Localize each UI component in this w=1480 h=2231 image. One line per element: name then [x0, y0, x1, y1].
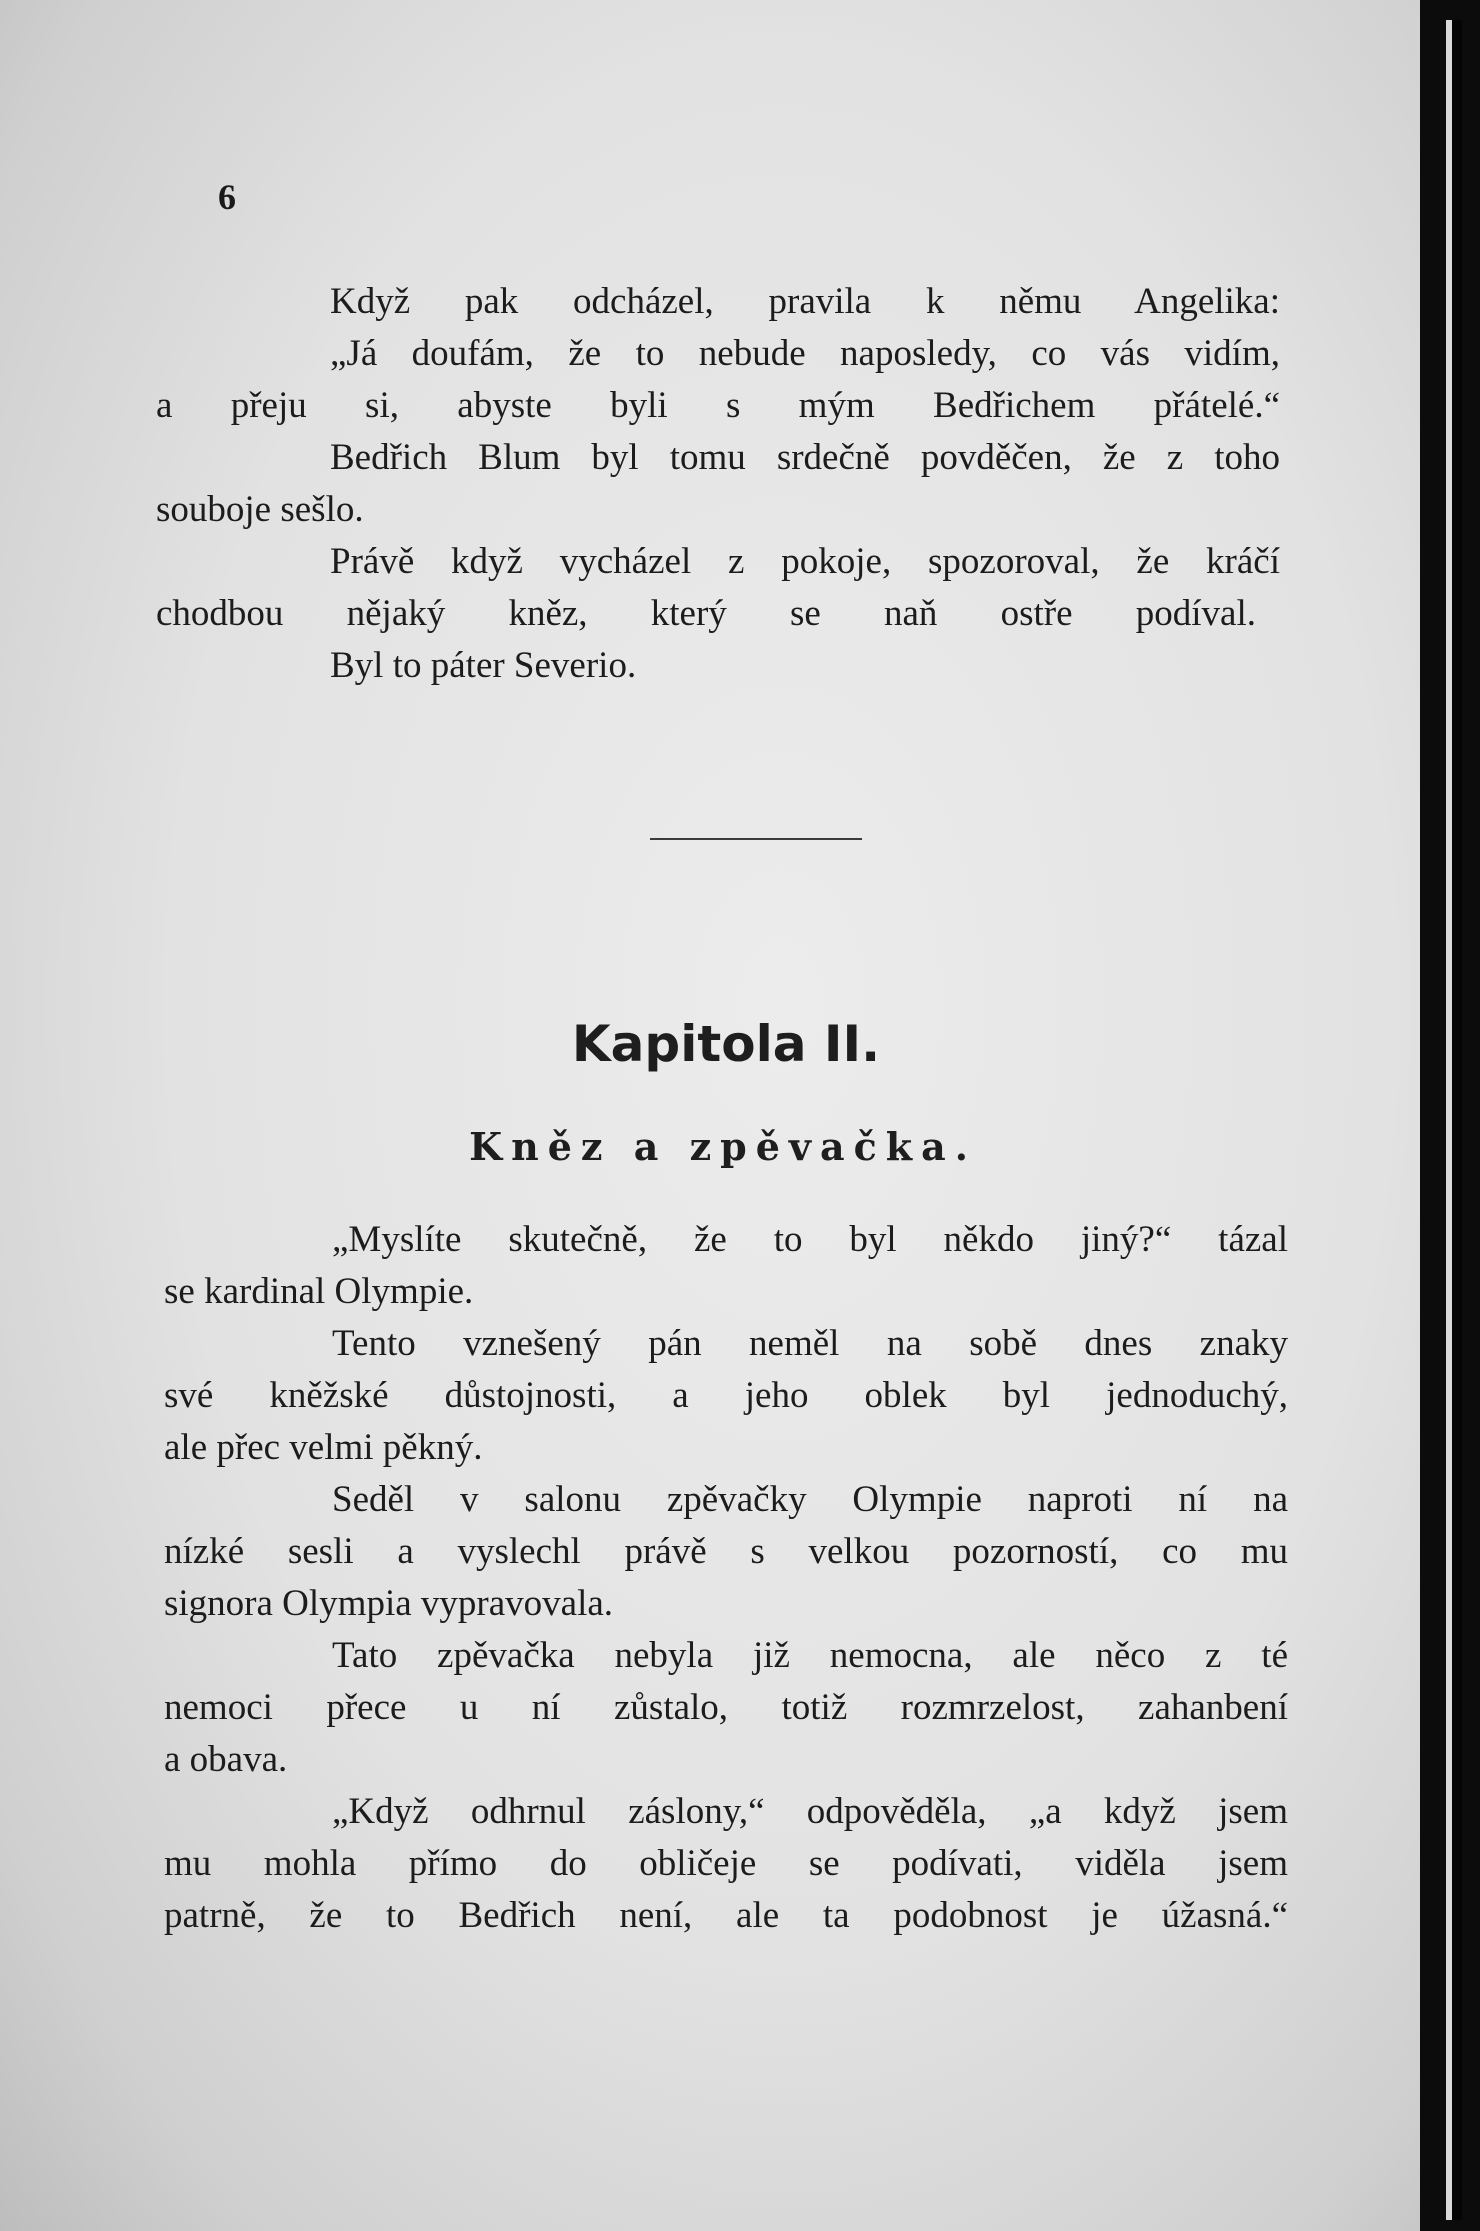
text-line: Bedřich Blum byl tomu srdečně povděčen, že z toho: [330, 437, 1280, 478]
page-edge-shadow: [1420, 0, 1480, 2231]
chapter-heading: Kapitola II.: [571, 1015, 881, 1073]
text-line: souboje sešlo.: [156, 489, 364, 530]
text-line: a přeju si, abyste byli s mým Bedřichem přátelé.“: [156, 385, 1280, 426]
text-line: Tato zpěvačka nebyla již nemocna, ale něco z té: [332, 1635, 1288, 1676]
text-line: „Myslíte skutečně, že to byl někdo jiný?“ tázal: [332, 1219, 1288, 1260]
text-line: Právě když vycházel z pokoje, spozoroval, že kráčí: [330, 541, 1280, 582]
text-line: mu mohla přímo do obličeje se podívati, viděla jsem: [164, 1843, 1288, 1884]
section-divider: [650, 838, 862, 840]
text-line: své kněžské důstojnosti, a jeho oblek byl jednoduchý,: [164, 1375, 1288, 1416]
text-line: nízké sesli a vyslechl právě s velkou pozorností, co mu: [164, 1531, 1288, 1572]
text-line: „Já doufám, že to nebude naposledy, co vás vidím,: [330, 333, 1280, 374]
chapter-subtitle: Kněz a zpěvačka.: [469, 1124, 977, 1169]
text-block-2: [164, 1214, 1288, 1942]
page-number: 6: [218, 177, 236, 217]
text-line: patrně, že to Bedřich není, ale ta podobnost je úžasná.“: [164, 1895, 1288, 1936]
text-line: „Když odhrnul záslony,“ odpověděla, „a když jsem: [332, 1791, 1288, 1832]
text-line: a obava.: [164, 1739, 288, 1780]
text-line: signora Olympia vypravovala.: [164, 1583, 614, 1624]
text-line: nemoci přece u ní zůstalo, totiž rozmrzelost, zahanbení: [164, 1687, 1288, 1728]
text-line: Seděl v salonu zpěvačky Olympie naproti ní na: [332, 1479, 1288, 1520]
text-line: Byl to páter Severio.: [330, 645, 637, 686]
book-spine-edge: [1452, 20, 1462, 2220]
text-block-1: [156, 276, 1280, 692]
text-line: se kardinal Olympie.: [164, 1271, 474, 1312]
text-line: Když pak odcházel, pravila k němu Angelika:: [330, 281, 1280, 322]
text-line: Tento vznešený pán neměl na sobě dnes znaky: [332, 1323, 1288, 1364]
text-line: ale přec velmi pěkný.: [164, 1427, 483, 1468]
text-line: chodbou nějaký kněz, který se naň ostře podíval.: [156, 593, 1256, 634]
